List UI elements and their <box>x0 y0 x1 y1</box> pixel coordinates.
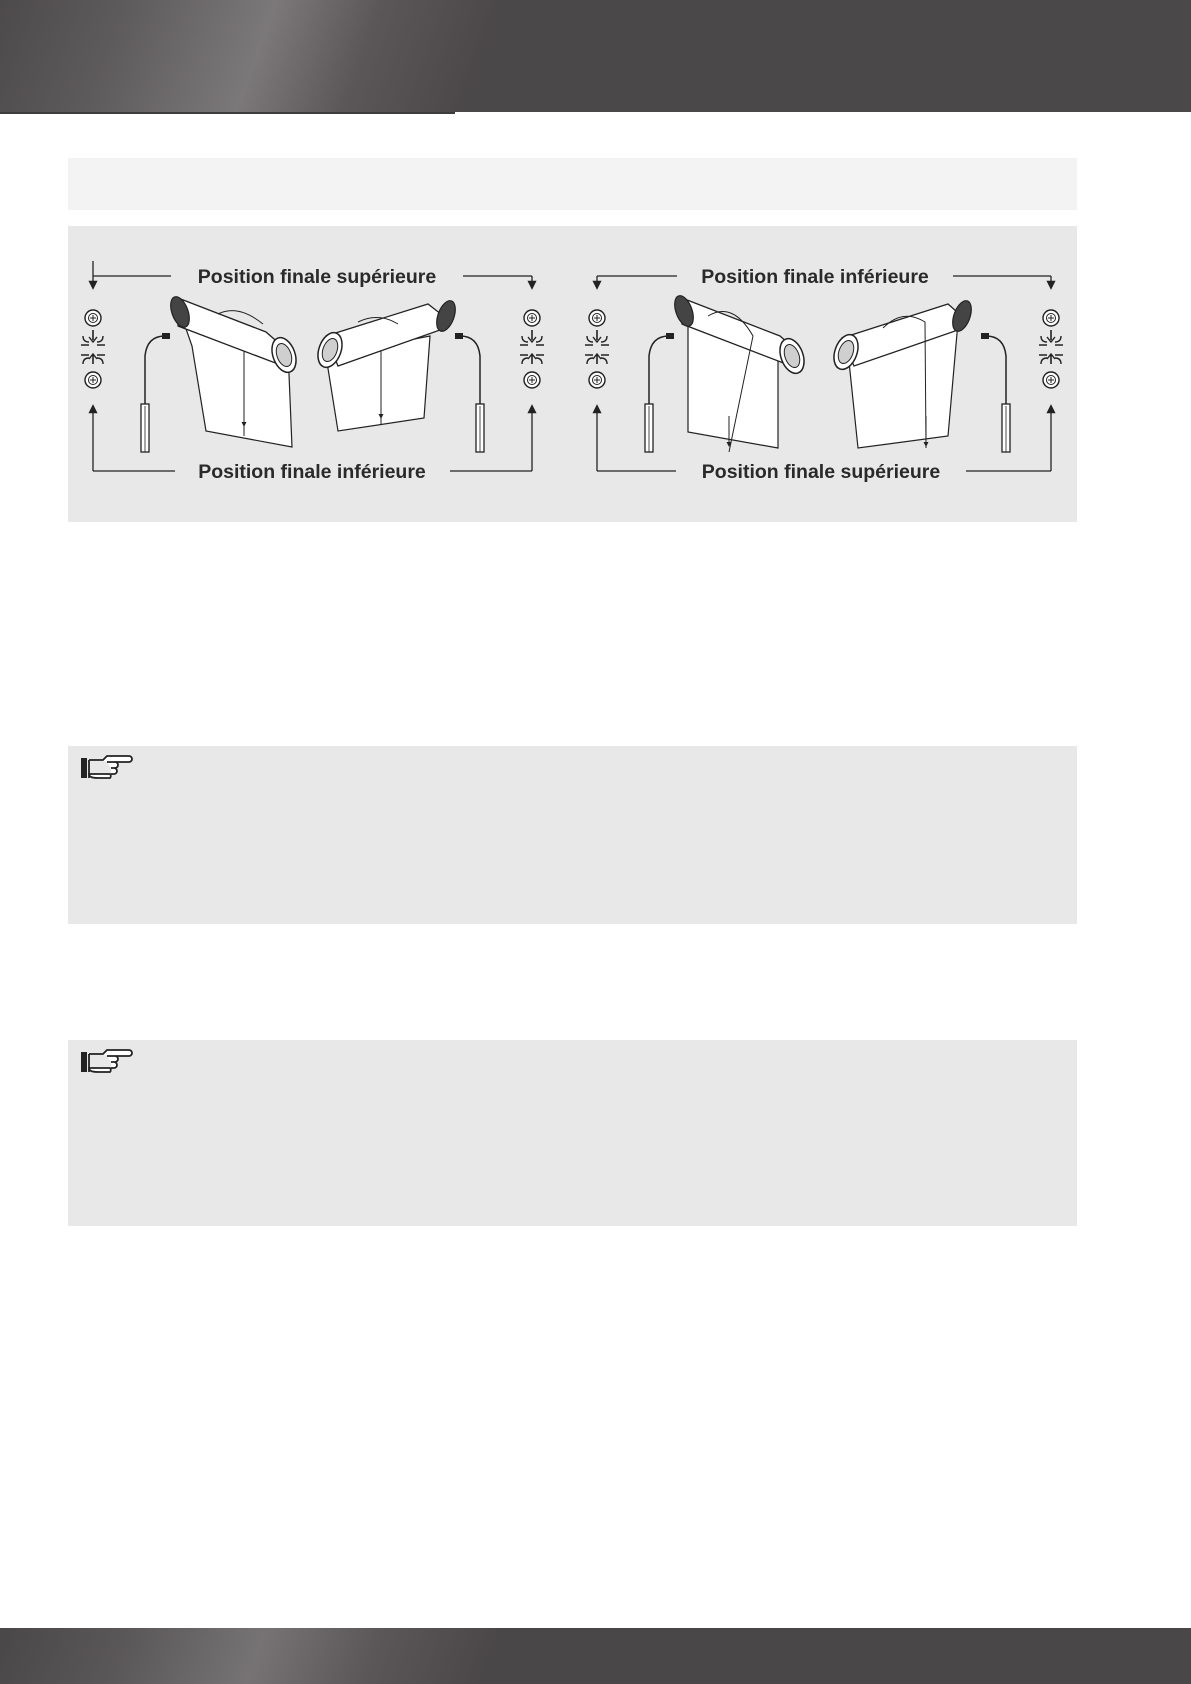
right-bottom-label: Position finale supérieure <box>701 461 941 483</box>
pointing-hand-icon <box>80 1046 136 1076</box>
header-underline <box>0 112 455 114</box>
figure-drawing <box>68 226 1077 522</box>
pointing-hand-icon <box>80 752 136 782</box>
header-bar <box>0 0 1191 112</box>
note-box-2 <box>68 1040 1077 1226</box>
left-bottom-label: Position finale inférieure <box>198 461 426 483</box>
note-box-1 <box>68 746 1077 924</box>
footer-bar <box>0 1628 1191 1684</box>
left-top-label: Position finale supérieure <box>197 266 437 288</box>
end-position-figure <box>68 226 1077 522</box>
right-top-label: Position finale inférieure <box>701 266 929 288</box>
section-strip <box>68 158 1077 210</box>
